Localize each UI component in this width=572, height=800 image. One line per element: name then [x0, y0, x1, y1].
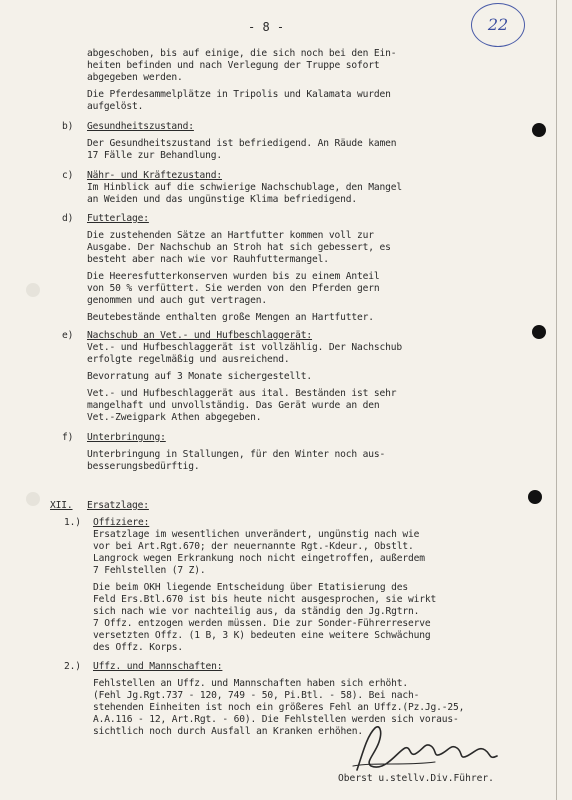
text-line: besserungsbedürftig. [87, 461, 200, 472]
text-line: (Fehl Jg.Rgt.737 - 120, 749 - 50, Pi.Btl. - 58). Bei nach- [93, 690, 420, 701]
text-line: Bevorratung auf 3 Monate sichergestellt. [87, 371, 313, 382]
handwritten-signature [345, 722, 505, 774]
text-line: Ersatzlage im wesentlichen unverändert, ungünstig nach wie [93, 529, 420, 540]
punch-hole [26, 492, 40, 506]
section-heading: Nähr- und Kräftezustand: [87, 170, 223, 181]
text-line: von 50 % verfüttert. Sie werden von den Pferden gern [87, 283, 380, 294]
text-line: b) [62, 121, 74, 132]
text-line: abgeschoben, bis auf einige, die sich noch bei den Ein- [87, 48, 397, 59]
text-line: c) [62, 170, 74, 181]
text-line: genommen und auch gut vertragen. [87, 295, 268, 306]
text-line: Im Hinblick auf die schwierige Nachschublage, den Mangel [87, 182, 403, 193]
text-line: Vet.-Zweigpark Athen abgegeben. [87, 412, 262, 423]
page-edge-line [556, 0, 557, 800]
text-line: erfolgte regelmäßig und ausreichend. [87, 354, 290, 365]
text-line: vor bei Art.Rgt.670; der neuernannte Rgt.-Kdeur., Obstlt. [93, 541, 414, 552]
text-line: Die zustehenden Sätze an Hartfutter kommen voll zur [87, 230, 374, 241]
archive-stamp: 22 [471, 3, 525, 47]
page-number: - 8 - [248, 20, 285, 34]
punch-hole [528, 490, 542, 504]
text-line: Feld Ers.Btl.670 ist bis heute nicht ausgesprochen, sie wirkt [93, 594, 437, 605]
text-line: besteht aber nach wie vor Rauhfuttermangel. [87, 254, 329, 265]
signer-title: Oberst u.stellv.Div.Führer. [338, 773, 494, 784]
text-line: d) [62, 213, 74, 224]
text-line: stehenden Einheiten ist noch ein größeres Fehl an Uffz.(Pz.Jg.-25, [93, 702, 465, 713]
punch-hole [532, 325, 546, 339]
text-line: Fehlstellen an Uffz. und Mannschaften haben sich erhöht. [93, 678, 409, 689]
punch-hole [532, 123, 546, 137]
text-line: Unterbringung in Stallungen, für den Winter noch aus- [87, 449, 386, 460]
text-line: Die beim OKH liegende Entscheidung über Etatisierung des [93, 582, 409, 593]
text-line: Vet.- und Hufbeschlaggerät aus ital. Beständen ist sehr [87, 388, 397, 399]
punch-hole [26, 283, 40, 297]
text-line: 17 Fälle zur Behandlung. [87, 150, 223, 161]
text-line: 1.) [64, 517, 81, 528]
section-heading: Gesundheitszustand: [87, 121, 194, 132]
text-line: heiten befinden und nach Verlegung der Truppe sofort [87, 60, 380, 71]
text-line: Beutebestände enthalten große Mengen an Hartfutter. [87, 312, 374, 323]
text-line: sich nach wie vor nachteilig aus, da ständig den Jg.Rgtrn. [93, 606, 420, 617]
text-line: Ausgabe. Der Nachschub an Stroh hat sich gebessert, es [87, 242, 391, 253]
text-line: mangelhaft und unvollständig. Das Gerät wurde an den [87, 400, 380, 411]
text-line: 7 Offz. entzogen werden müssen. Die zur Sonder-Führerreserve [93, 618, 431, 629]
section-heading: XII. [50, 500, 73, 511]
text-line: Der Gesundheitszustand ist befriedigend. An Räude kamen [87, 138, 397, 149]
text-line: Die Pferdesammelplätze in Tripolis und Kalamata wurden [87, 89, 391, 100]
text-line: A.A.116 - 12, Art.Rgt. - 60). Die Fehlstellen werden sich voraus- [93, 714, 459, 725]
text-line: sichtlich noch durch Ausfall an Kranken erhöhen. [93, 726, 364, 737]
text-line: des Offz. Korps. [93, 642, 184, 653]
text-line: aufgelöst. [87, 101, 144, 112]
section-heading: Offiziere: [93, 517, 150, 528]
section-heading: Uffz. und Mannschaften: [93, 661, 223, 672]
section-heading: Unterbringung: [87, 432, 166, 443]
text-line: e) [62, 330, 74, 341]
text-line: 2.) [64, 661, 81, 672]
text-line: Die Heeresfutterkonserven wurden bis zu einem Anteil [87, 271, 380, 282]
section-heading: Nachschub an Vet.- und Hufbeschlaggerät: [87, 330, 313, 341]
text-line: versetzten Offz. (1 B, 3 K) bedeuten eine weitere Schwächung [93, 630, 431, 641]
text-line: 7 Fehlstellen (7 Z). [93, 565, 206, 576]
text-line: f) [62, 432, 74, 443]
section-heading: Futterlage: [87, 213, 149, 224]
text-line: an Weiden und das ungünstige Klima befriedigend. [87, 194, 358, 205]
text-line: Vet.- und Hufbeschlaggerät ist vollzählig. Der Nachschub [87, 342, 403, 353]
text-line: Langrock wegen Erkrankung noch nicht eingetroffen, außerdem [93, 553, 425, 564]
text-line: abgegeben werden. [87, 72, 183, 83]
section-heading: Ersatzlage: [87, 500, 149, 511]
